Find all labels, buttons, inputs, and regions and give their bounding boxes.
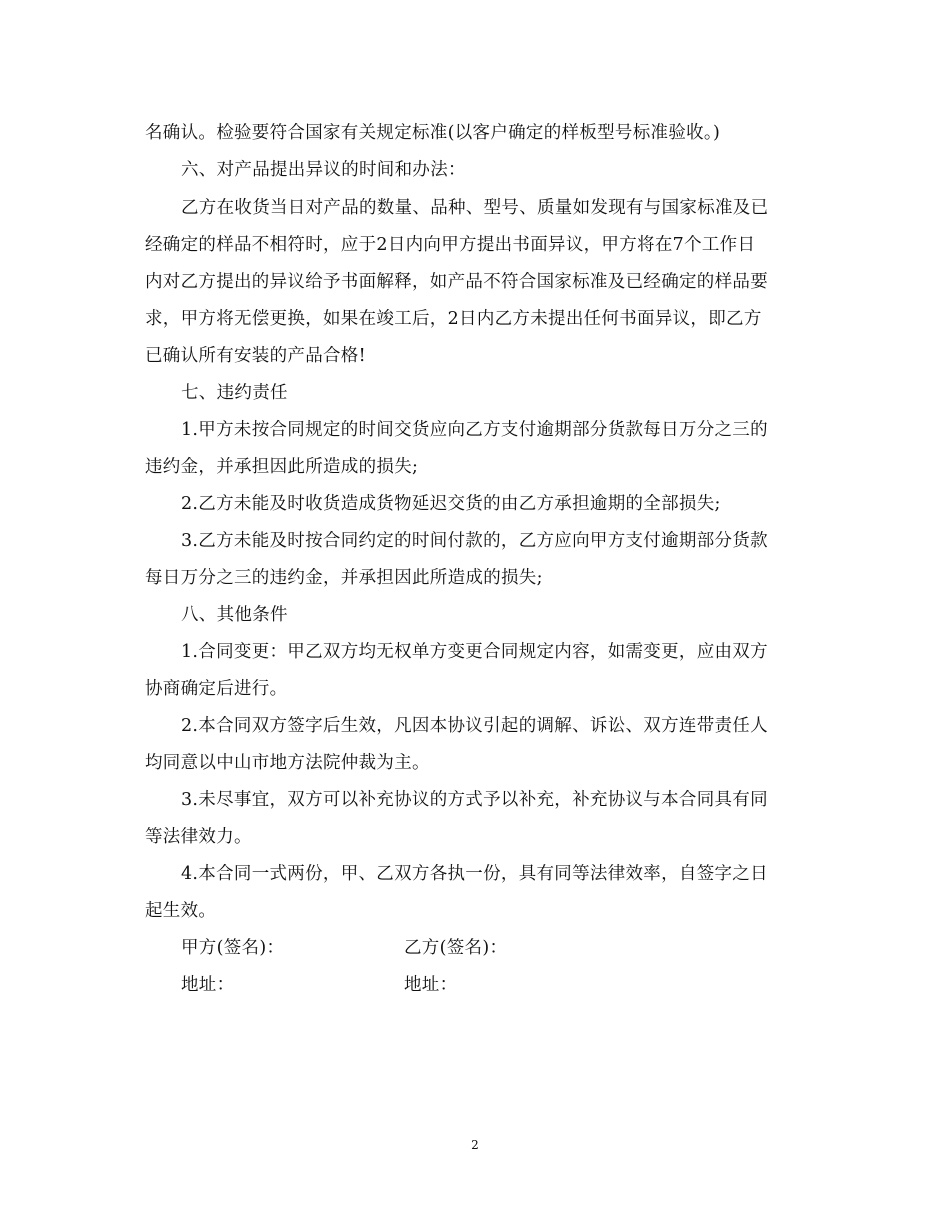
section-heading: 八、其他条件 (181, 605, 288, 625)
page-number: 2 (471, 1138, 479, 1152)
section-heading: 六、对产品提出异议的时间和办法： (181, 160, 466, 180)
text-line: 3.未尽事宜，双方可以补充协议的方式予以补充，补充协议与本合同具有同 (181, 790, 768, 810)
text-line: 每日万分之三的违约金，并承担因此所造成的损失; (145, 568, 543, 588)
text-line: 经确定的样品不相符时，应于2日内向甲方提出书面异议，甲方将在7个工作日 (145, 235, 756, 255)
text-line: 内对乙方提出的异议给予书面解释，如产品不符合国家标准及已经确定的样品要 (145, 272, 768, 292)
text-line: 1.甲方未按合同规定的时间交货应向乙方支付逾期部分货款每日万分之三的 (181, 420, 768, 440)
party-b-address-label: 地址： (404, 975, 458, 995)
section-heading: 七、违约责任 (181, 383, 288, 403)
text-line: 3.乙方未能及时按合同约定的时间付款的，乙方应向甲方支付逾期部分货款 (181, 531, 768, 551)
text-line: 违约金，并承担因此所造成的损失; (145, 457, 419, 477)
text-line: 协商确定后进行。 (145, 679, 288, 699)
text-line: 2.乙方未能及时收货造成货物延迟交货的由乙方承担逾期的全部损失; (181, 494, 721, 514)
text-line: 2.本合同双方签字后生效，凡因本协议引起的调解、诉讼、双方连带责任人 (181, 716, 768, 736)
text-line: 求，甲方将无偿更换，如果在竣工后，2日内乙方未提出任何书面异议，即乙方 (145, 309, 762, 329)
text-line: 1.合同变更：甲乙双方均无权单方变更合同规定内容，如需变更，应由双方 (181, 642, 768, 662)
text-line: 乙方在收货当日对产品的数量、品种、型号、质量如发现有与国家标准及已 (181, 198, 769, 218)
party-a-address-label: 地址： (181, 975, 235, 995)
party-a-signature-label: 甲方(签名)： (181, 938, 285, 958)
text-line: 均同意以中山市地方法院仲裁为主。 (145, 753, 430, 773)
text-line: 等法律效力。 (145, 827, 252, 847)
party-b-signature-label: 乙方(签名)： (404, 938, 508, 958)
text-line: 已确认所有安装的产品合格! (145, 346, 366, 366)
text-line: 起生效。 (145, 901, 217, 921)
text-line: 4.本合同一式两份，甲、乙双方各执一份，具有同等法律效率，自签字之日 (181, 864, 768, 884)
text-line: 名确认。检验要符合国家有关规定标准(以客户确定的样板型号标准验收。) (145, 123, 721, 143)
